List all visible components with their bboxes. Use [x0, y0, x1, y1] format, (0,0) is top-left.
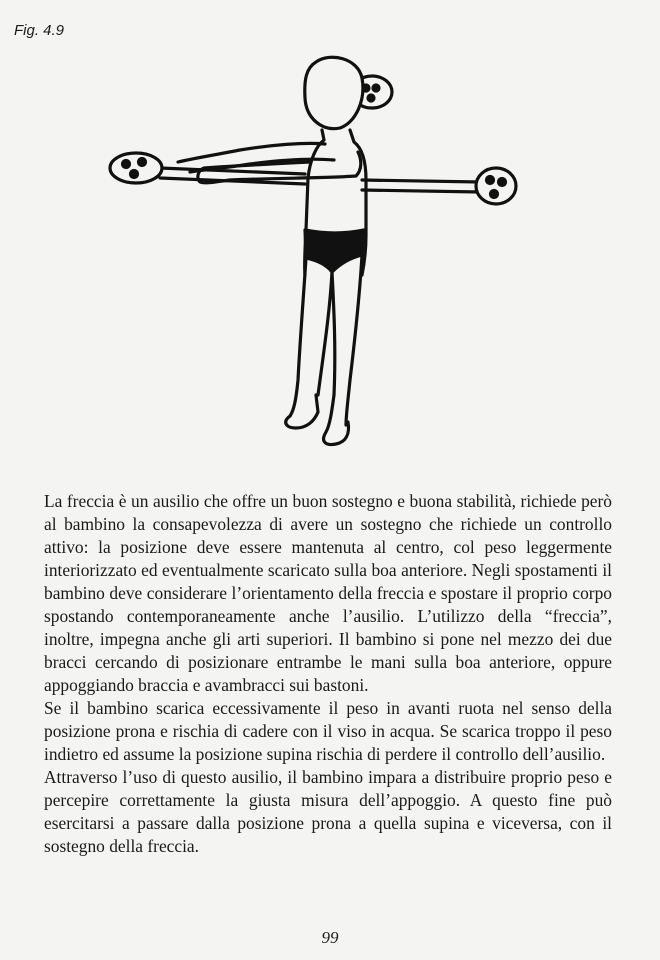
paragraph-1: La freccia è un ausilio che offre un buon sostegno e buona stabilità, richiede però al bambino la consapevolezza di avere un sostegno che richiede un controllo attivo: la posizione deve essere mantenuta al centro, col peso leggermente interiorizzato ed eventualmente scaricato sulla boa anteriore. Negli spostamenti il bambino deve considerare l’orientamento della freccia e spostare il proprio corpo spostando contemporaneamente anche l’ausilio. L’utilizzo della “freccia”, inoltre, impegna anche gli arti superiori. Il bambino si pone nel mezzo dei due bracci cercando di posizionare entrambe le mani sulla boa anteriore, oppure appoggiando braccia e avambracci sui bastoni.: [44, 491, 612, 695]
rear-buoy-icon: [476, 168, 516, 204]
legs-shape: [290, 255, 362, 425]
freccia-illustration: [100, 50, 530, 465]
swim-briefs-shape: [305, 230, 364, 272]
figure-label: Fig. 4.9: [14, 22, 65, 39]
front-buoy-icon: [110, 153, 162, 183]
paragraph-3: Attraverso l’uso di questo ausilio, il bambino impara a distribuire proprio peso e percepire correttamente la giusta misura dell’appoggio. A questo fine può esercitarsi a passare dalla posizione prona a quella supina e viceversa, con il sostegno della freccia.: [44, 767, 612, 856]
head-shape: [305, 57, 363, 128]
page-number: 99: [321, 928, 339, 947]
front-arm-shape: [198, 152, 361, 183]
body-text: [44, 490, 612, 858]
bar-shape: [160, 168, 480, 192]
paragraph-2: Se il bambino scarica eccessivamente il peso in avanti ruota nel senso della posizione prona e rischia di cadere con il viso in acqua. Se scarica troppo il peso indietro ed assume la posizione supina rischia di perdere il controllo dell’ausilio.: [44, 698, 612, 764]
